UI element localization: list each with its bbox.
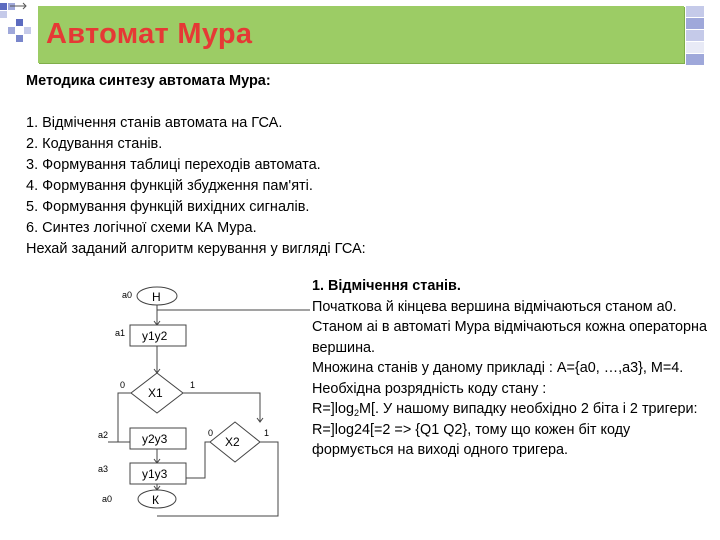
node-end-label: К <box>152 493 159 507</box>
section-paragraph: Станом аі в автоматі Мура відмічаються кожна операторна вершина. <box>312 319 707 356</box>
corner-decoration <box>0 0 40 54</box>
state-label-a2: a2 <box>98 430 109 440</box>
step-item: 5. Формування функцій вихідних сигналів. <box>26 199 310 215</box>
step-item: 1. Відмічення станів автомата на ГСА. <box>26 115 283 131</box>
node-op3-label: y1y3 <box>142 467 168 481</box>
branch-label-x2-one: 1 <box>264 428 270 438</box>
node-op1-label: y1y2 <box>142 329 168 343</box>
formula-part: M[. У нашому випадку необхідно 2 біта і 2 тригери: R=]log24[=2 => {Q1 Q2}, тому що кожен біт коду формується на виході одного тригера. <box>312 401 698 458</box>
state-label-a0-bottom: a0 <box>102 494 113 504</box>
branch-label-x2-zero: 0 <box>208 428 214 438</box>
title-accent-strip <box>686 6 704 63</box>
slide-title: Автомат Мура <box>46 18 253 50</box>
section-paragraph: Множина станів у даному прикладі : А={а0, …,а3}, М=4. <box>312 360 684 376</box>
code-width-formula <box>312 399 712 461</box>
method-heading: Методика синтезу автомата Мура: <box>26 73 271 89</box>
step-item: 3. Формування таблиці переходів автомата. <box>26 157 321 173</box>
state-label-a3: a3 <box>98 464 109 474</box>
node-cond1-label: X1 <box>148 386 163 400</box>
step-item: 6. Синтез логічної схеми КА Мура. <box>26 220 257 236</box>
gsa-flowchart <box>98 280 310 540</box>
step-item: 4. Формування функцій збудження пам'яті. <box>26 178 313 194</box>
branch-label-x1-one: 1 <box>190 380 196 390</box>
node-op2-label: y2y3 <box>142 432 168 446</box>
formula-subscript: 2 <box>354 408 360 418</box>
node-cond2-label: X2 <box>225 435 240 449</box>
state-label-a1: a1 <box>115 328 126 338</box>
branch-label-x1-zero: 0 <box>120 380 126 390</box>
section-paragraph: Початкова й кінцева вершина відмічаються станом а0. <box>312 298 677 315</box>
intro-closing: Нехай заданий алгоритм керування у вигляді ГСА: <box>26 241 366 257</box>
section-heading: 1. Відмічення станів. <box>312 278 461 294</box>
title-bar <box>38 6 684 63</box>
intro-block <box>26 71 496 260</box>
section-paragraph: Необхідна розрядність коду стану : <box>312 380 547 397</box>
node-start-label: Н <box>152 290 161 304</box>
formula-part: R=]log <box>312 401 354 417</box>
states-section <box>312 276 712 461</box>
state-label-a0-top: a0 <box>122 290 133 300</box>
step-item: 2. Кодування станів. <box>26 136 163 152</box>
